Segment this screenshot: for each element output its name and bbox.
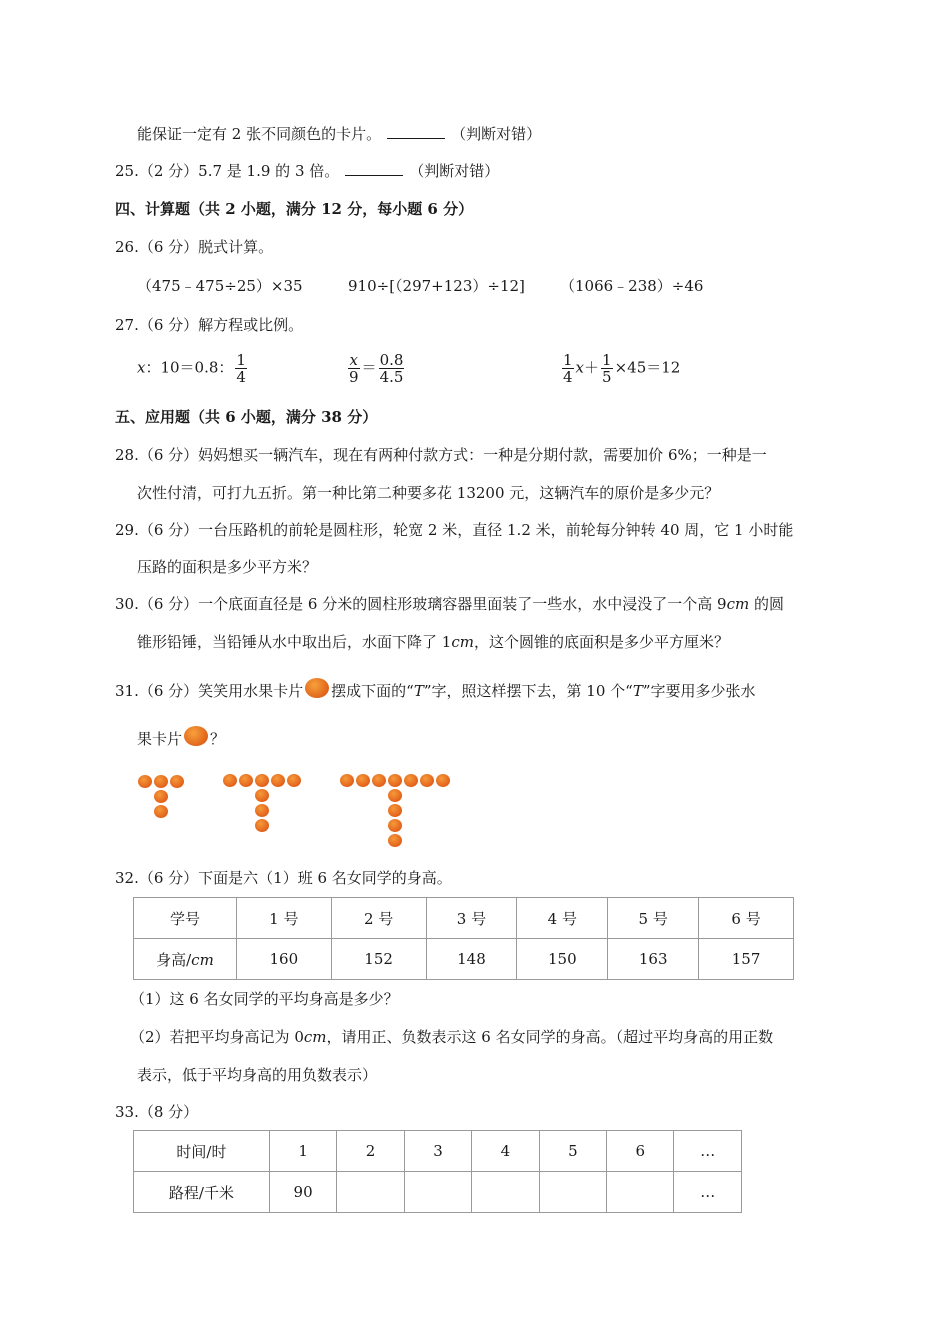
distance-cell: … [674,1172,742,1213]
fruit-dot [154,805,168,818]
header-cell: 1 [269,1131,337,1172]
height-cell: 152 [331,939,426,980]
distance-table-header [134,1131,742,1172]
eq3-numerator-1: 1 [563,351,573,369]
eq2-right-fraction [379,352,405,385]
height-cell: 157 [699,939,794,980]
eq3-denominator-2: 5 [602,368,612,386]
fruit-dot [255,774,269,787]
eq2-right-denominator: 4.5 [379,368,404,386]
header-cell: 1 号 [236,898,331,939]
q26-expr-1: （475﹣475÷25）×35 [137,277,303,295]
q31-text-a: 31.（6 分）笑笑用水果卡片 [115,682,304,700]
distance-table [133,1130,742,1213]
fruit-dot [255,789,269,802]
q30-line-1 [115,594,784,614]
height-table [133,897,794,980]
eq1-denominator: 4 [236,368,246,386]
fruit-dot [138,775,152,788]
header-cell: 2 号 [331,898,426,939]
fruit-dot [388,834,402,847]
fruit-dot [255,819,269,832]
header-cell: 6 [607,1131,674,1172]
fruit-dot [170,775,184,788]
height-cell: 160 [236,939,331,980]
distance-cell[interactable] [607,1172,674,1213]
header-cell: 4 [472,1131,539,1172]
q27-equation-1 [137,352,249,385]
section-4-title: 四、计算题（共 2 小题，满分 12 分，每小题 6 分） [115,200,474,218]
fruit-dot [271,774,285,787]
fruit-card-icon [184,726,208,746]
fruit-dot [388,789,402,802]
q29-line-2: 压路的面积是多少平方米？ [137,558,318,576]
q24-text: 能保证一定有 2 张不同颜色的卡片。 [137,125,382,143]
q27-stem: 27.（6 分）解方程或比例。 [115,316,304,334]
q32-sub-1: （1）这 6 名女同学的平均身高是多少？ [130,990,399,1008]
eq2-right-numerator: 0.8 [379,351,404,369]
height-table-header [134,898,794,939]
header-cell: 5 号 [608,898,699,939]
eq3-plus: ＋ [584,358,600,377]
q33-stem: 33.（8 分） [115,1103,199,1121]
distance-cell[interactable] [337,1172,404,1213]
fruit-dot [154,775,168,788]
q32-sub-2-tail: ，请用正、负数表示这 6 名女同学的身高。（超过平均身高的用正数 [326,1028,774,1046]
header-cell: 3 号 [426,898,517,939]
fruit-dot [154,790,168,803]
header-cell: 2 [337,1131,404,1172]
eq1-numerator: 1 [236,351,246,369]
fruit-dot [223,774,237,787]
eq2-equals: ＝ [361,358,377,377]
row-unit: cm [191,950,214,969]
q31-letter-t-1: T [413,682,424,700]
fruit-dot [388,774,402,787]
row-label-cell: 路程/千米 [134,1172,270,1213]
q27-equation-3 [560,352,680,385]
fruit-card-icon [305,678,329,698]
eq1-fraction [235,352,247,385]
q31-text-b: 摆成下面的“ [331,682,414,700]
fruit-dot [388,804,402,817]
header-cell: … [674,1131,742,1172]
q26-expr-2: 910÷[（297+123）÷12] [348,277,525,295]
distance-cell[interactable] [539,1172,606,1213]
height-table-row [134,939,794,980]
q31-text-c: ”字，照这样摆下去，第 10 个“ [423,682,633,700]
height-cell: 150 [517,939,608,980]
fruit-dot [340,774,354,787]
q24-answer-blank[interactable] [387,124,445,139]
q30-line-2-tail: ，这个圆锥的底面积是多少平方厘米？ [473,633,729,651]
fruit-dot [404,774,418,787]
eq2-left-denominator: 9 [349,368,359,386]
q26-stem: 26.（6 分）脱式计算。 [115,238,274,256]
q31-letter-t-2: T [632,682,643,700]
q32-sub-2-unit: cm [303,1028,327,1046]
q31-text-d: ”字要用多少张水 [642,682,756,700]
header-cell: 4 号 [517,898,608,939]
fruit-dot [372,774,386,787]
q30-unit-cm-1: cm [726,595,750,613]
header-cell: 6 号 [699,898,794,939]
fruit-dot [420,774,434,787]
header-cell: 3 [404,1131,471,1172]
row-label-cell [134,939,237,980]
eq2-left-numerator: x [349,351,358,369]
q28-line-1: 28.（6 分）妈妈想买一辆汽车，现在有两种付款方式：一种是分期付款，需要加价 6%；一种是一 [115,446,767,464]
q30-line-2-text: 锥形铅锤，当铅锤从水中取出后，水面下降了 1 [137,633,452,651]
q32-sub-2-line-2: 表示，低于平均身高的用负数表示） [137,1066,378,1084]
q30-line-1-tail: 的圆 [749,595,784,613]
height-cell: 148 [426,939,517,980]
header-cell: 5 [539,1131,606,1172]
header-cell: 时间/时 [134,1131,270,1172]
q32-sub-2-line-1 [130,1027,773,1047]
q30-line-1-text: 30.（6 分）一个底面直径是 6 分米的圆柱形玻璃容器里面装了一些水，水中浸没了一个高 9 [115,595,727,613]
eq3-fraction-1 [562,352,574,385]
height-cell: 163 [608,939,699,980]
q25-text: 25.（2 分）5.7 是 1.9 的 3 倍。 [115,162,340,180]
q27-equation-2 [346,352,406,385]
q31-line-2 [137,729,225,750]
fruit-dot [287,774,301,787]
eq3-fraction-2 [601,352,613,385]
q28-line-2: 次性付清，可打九五折。第一种比第二种要多花 13200 元，这辆汽车的原价是多少元？ [137,484,720,502]
eq3-numerator-2: 1 [602,351,612,369]
distance-cell[interactable] [404,1172,471,1213]
q25 [115,161,499,181]
q31-text-f: ？ [210,730,226,748]
q26-expr-3: （1066﹣238）÷46 [560,277,704,295]
eq3-tail: ×45＝12 [614,358,681,377]
q29-line-1: 29.（6 分）一台压路机的前轮是圆柱形，轮宽 2 米，直径 1.2 米，前轮每分钟转 40 周，它 1 小时能 [115,521,794,539]
q32-sub-2-text: （2）若把平均身高记为 0 [130,1028,304,1046]
eq3-denominator-1: 4 [563,368,573,386]
q32-stem: 32.（6 分）下面是六（1）班 6 名女同学的身高。 [115,869,452,887]
q31-text-e: 果卡片 [137,730,183,748]
row-label: 身高/ [156,950,192,969]
distance-cell[interactable] [472,1172,539,1213]
header-cell: 学号 [134,898,237,939]
eq1-middle: ：10＝0.8： [145,358,234,377]
q30-unit-cm-2: cm [451,633,474,651]
fruit-dot [239,774,253,787]
fruit-dot [356,774,370,787]
q24-suffix: （判断对错） [451,125,542,143]
fruit-dot [255,804,269,817]
q30-line-2 [137,632,729,652]
distance-table-row [134,1172,742,1213]
q31-line-1 [115,681,756,702]
distance-cell: 90 [269,1172,337,1213]
section-5-title: 五、应用题（共 6 小题，满分 38 分） [115,408,378,426]
q25-suffix: （判断对错） [409,162,500,180]
q24-continuation [137,124,541,144]
q25-answer-blank[interactable] [345,161,403,176]
fruit-dot [388,819,402,832]
fruit-dot [436,774,450,787]
eq1-variable: x [137,358,146,377]
eq2-left-fraction [348,352,360,385]
eq3-variable: x [575,358,585,377]
